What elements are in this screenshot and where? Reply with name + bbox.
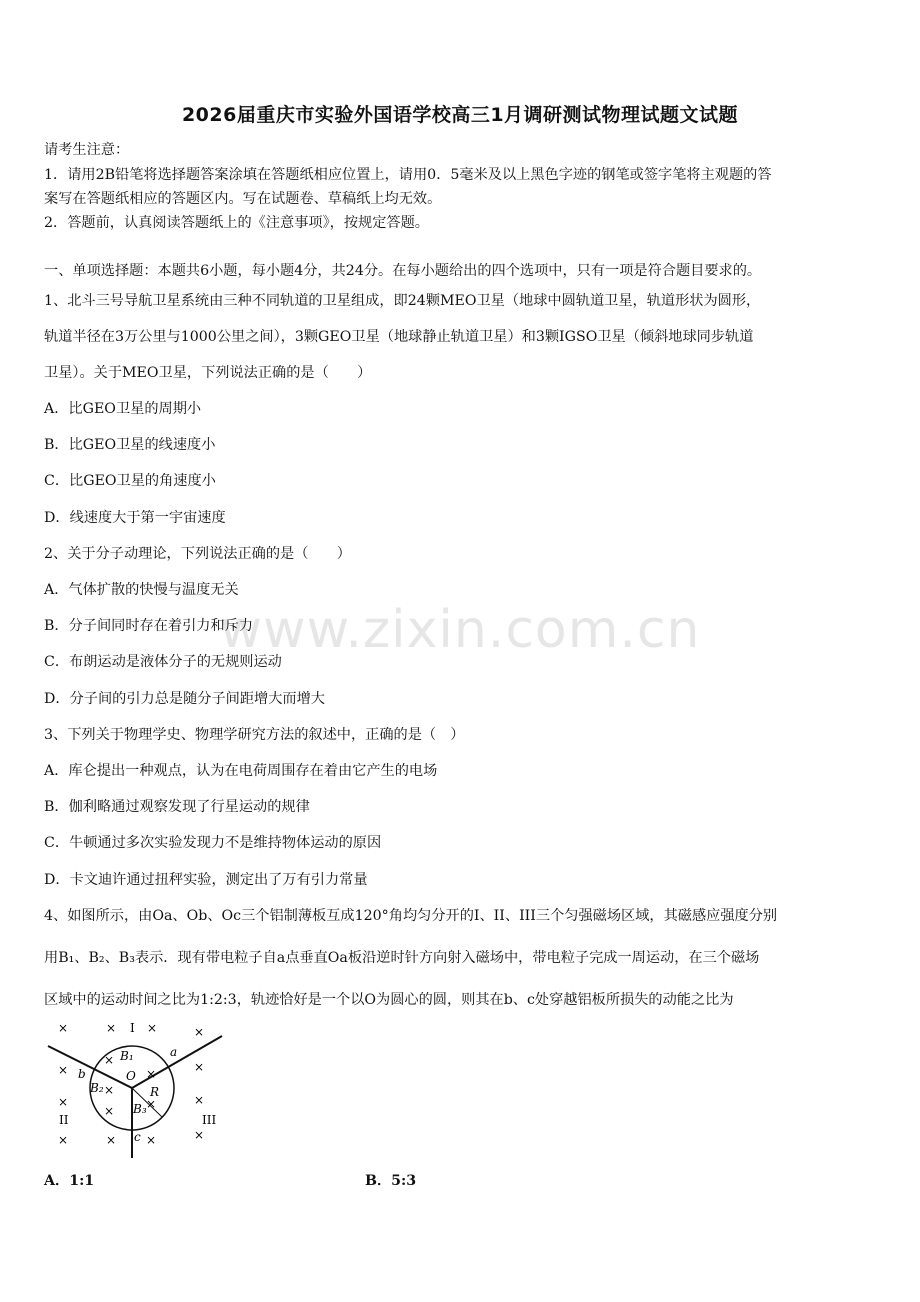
- cross-mark: ×: [104, 1083, 115, 1097]
- q3-stem: 3、下列关于物理学史、物理学研究方法的叙述中，正确的是（ ）: [44, 727, 465, 743]
- cross-mark: ×: [194, 1093, 205, 1107]
- q3-option-c: C．牛顿通过多次实验发现力不是维持物体运动的原因: [44, 835, 382, 851]
- label-o: O: [126, 1069, 136, 1083]
- section-heading: 一、单项选择题：本题共6小题，每小题4分，共24分。在每小题给出的四个选项中，只有一项是符合题目要求的。: [44, 263, 762, 279]
- region-label-1: I: [130, 1021, 135, 1035]
- cross-mark: ×: [58, 1133, 69, 1147]
- notice-item-1a: 1．请用2B铅笔将选择题答案涂填在答题纸相应位置上，请用0．5毫米及以上黑色字迹的钢笔或签字笔将主观题的答: [44, 167, 772, 183]
- label-b3: B₃: [133, 1102, 147, 1116]
- q1-stem-line1: 1、北斗三号导航卫星系统由三种不同轨道的卫星组成，即24颗MEO卫星（地球中圆轨道卫星，轨道形状为圆形，: [44, 293, 761, 309]
- label-a: a: [170, 1045, 178, 1059]
- watermark: www.zixin.com.cn: [219, 600, 701, 660]
- q1-option-b: B．比GEO卫星的线速度小: [44, 437, 216, 453]
- label-b1: B₁: [120, 1049, 134, 1063]
- q4-stem-line1: 4、如图所示，由Oa、Ob、Oc三个铝制薄板互成120°角均匀分开的I、II、III三个匀强磁场区域，其磁感应强度分别: [44, 908, 778, 924]
- q3-option-b: B．伽利略通过观察发现了行星运动的规律: [44, 799, 310, 815]
- q1-stem-line3: 卫星）。关于MEO卫星，下列说法正确的是（ ）: [44, 365, 372, 381]
- q4-stem-line2: 用B₁、B₂、B₃表示．现有带电粒子自a点垂直Oa板沿逆时针方向射入磁场中，带电粒子完成一周运动，在三个磁场: [44, 950, 760, 966]
- cross-mark: ×: [146, 1067, 157, 1081]
- q3-option-a: A．库仑提出一种观点，认为在电荷周围存在着由它产生的电场: [44, 763, 438, 779]
- cross-mark: ×: [147, 1021, 158, 1035]
- cross-mark: ×: [106, 1133, 117, 1147]
- cross-mark: ×: [58, 1021, 69, 1035]
- q2-stem: 2、关于分子动理论，下列说法正确的是（ ）: [44, 546, 351, 562]
- cross-mark: ×: [194, 1128, 205, 1142]
- q3-option-d: D．卡文迪许通过扭秤实验，测定出了万有引力常量: [44, 872, 368, 888]
- q4-option-b: B．5:3: [365, 1173, 417, 1189]
- page-title: 2026届重庆市实验外国语学校高三1月调研测试物理试题文试题: [181, 104, 739, 126]
- cross-mark: ×: [194, 1060, 205, 1074]
- notice-item-1b: 案写在答题纸相应的答题区内。写在试题卷、草稿纸上均无效。: [44, 191, 442, 207]
- cross-mark: ×: [106, 1021, 117, 1035]
- q2-option-d: D．分子间的引力总是随分子间距增大而增大: [44, 691, 325, 707]
- cross-mark: ×: [146, 1097, 157, 1111]
- q1-option-c: C．比GEO卫星的角速度小: [44, 473, 216, 489]
- q4-stem-line3: 区域中的运动时间之比为1:2:3，轨迹恰好是一个以O为圆心的圆，则其在b、c处穿越铝板所损失的动能之比为: [44, 992, 734, 1008]
- q2-option-a: A．气体扩散的快慢与温度无关: [44, 582, 239, 598]
- cross-mark: ×: [104, 1053, 115, 1067]
- q1-option-d: D．线速度大于第一宇宙速度: [44, 510, 226, 526]
- q4-option-a: A．1:1: [44, 1173, 95, 1189]
- notice-item-2: 2．答题前，认真阅读答题纸上的《注意事项》，按规定答题。: [44, 215, 429, 231]
- notice-heading: 请考生注意：: [44, 142, 130, 158]
- label-b2: B₂: [90, 1081, 104, 1095]
- region-label-2: II: [59, 1113, 69, 1127]
- label-r: R: [150, 1085, 160, 1099]
- cross-mark: ×: [58, 1095, 69, 1109]
- label-c: c: [134, 1130, 141, 1144]
- q2-option-c: C．布朗运动是液体分子的无规则运动: [44, 654, 282, 670]
- region-label-3: III: [202, 1113, 217, 1127]
- label-b: b: [78, 1067, 86, 1081]
- cross-mark: ×: [146, 1133, 157, 1147]
- q1-stem-line2: 轨道半径在3万公里与1000公里之间），3颗GEO卫星（地球静止轨道卫星）和3颗IGSO卫星（倾斜地球同步轨道: [44, 329, 754, 345]
- q1-option-a: A．比GEO卫星的周期小: [44, 401, 202, 417]
- cross-mark: ×: [194, 1025, 205, 1039]
- q2-option-b: B．分子间同时存在着引力和斥力: [44, 618, 254, 634]
- cross-mark: ×: [58, 1063, 69, 1077]
- magnetic-field-figure: [44, 1016, 244, 1161]
- cross-mark: ×: [104, 1104, 115, 1118]
